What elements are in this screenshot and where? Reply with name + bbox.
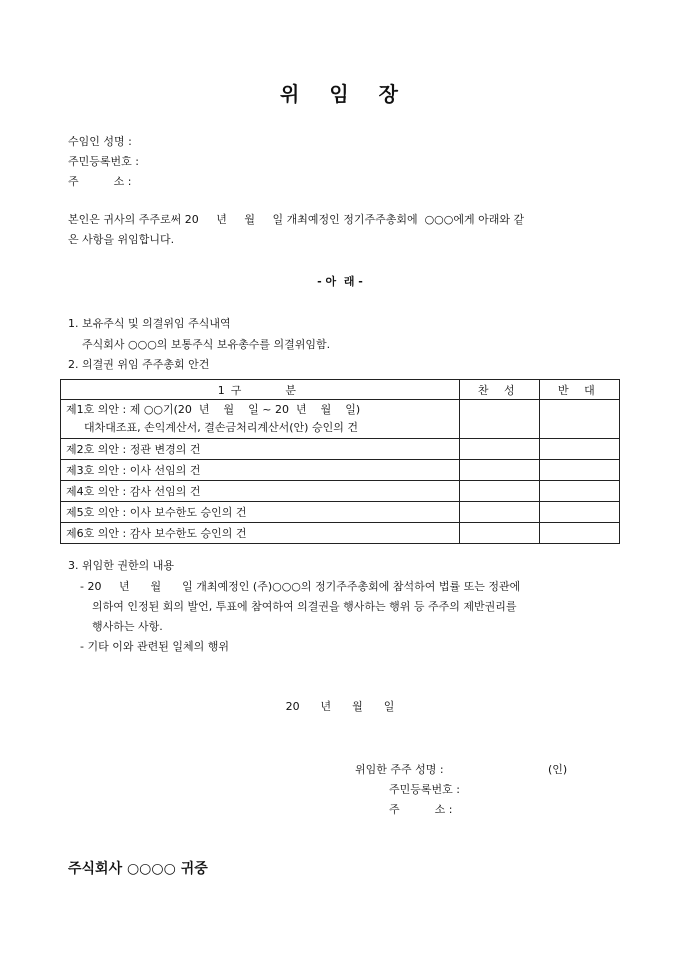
recipient-name-label: 수임인 성명 : (68, 135, 132, 148)
agenda-1-line1: 제1호 의안 : 제 ○○기(20 년 월 일 ~ 20 년 월 일) (66, 403, 361, 416)
document-title (0, 78, 680, 107)
table-row (61, 439, 620, 460)
intro-line-2: 은 사항을 위임합니다. (68, 233, 175, 246)
approve-cell[interactable] (459, 400, 539, 439)
section3-item1-line3: 행사하는 사항. (92, 620, 163, 633)
table-row (61, 502, 620, 523)
agenda-3: 제3호 의안 : 이사 선임의 건 (61, 460, 460, 481)
reject-cell[interactable] (539, 460, 619, 481)
section1-title: 1. 보유주식 및 의결위임 주식내역 (68, 317, 231, 330)
agenda-4: 제4호 의안 : 감사 선임의 건 (61, 481, 460, 502)
grantor-reg-label: 주민등록번호 : (389, 783, 460, 796)
reject-cell[interactable] (539, 439, 619, 460)
reject-cell[interactable] (539, 481, 619, 502)
agenda-1 (61, 400, 460, 439)
agenda-1-line2: 대차대조표, 손익계산서, 결손금처리계산서(안) 승인의 건 (84, 421, 358, 434)
approve-cell[interactable] (459, 439, 539, 460)
section3-title: 3. 위임한 권한의 내용 (68, 559, 174, 572)
below-heading: - 아 래 - (317, 275, 363, 288)
reject-cell[interactable] (539, 502, 619, 523)
grantor-name-label: 위임한 주주 성명 : (355, 763, 444, 776)
section2-title: 2. 의결권 위임 주주총회 안건 (68, 358, 210, 371)
agenda-6: 제6호 의안 : 감사 보수한도 승인의 건 (61, 523, 460, 544)
reject-cell[interactable] (539, 523, 619, 544)
agenda-2: 제2호 의안 : 정관 변경의 건 (61, 439, 460, 460)
table-row (61, 481, 620, 502)
header-reject: 반 대 (539, 380, 619, 400)
recipient-addr-label: 주 소 : (68, 175, 132, 188)
reject-cell[interactable] (539, 400, 619, 439)
section3-item1-line2: 의하여 인정된 회의 발언, 투표에 참여하여 의결권을 행사하는 행위 등 주주의 제반권리를 (92, 600, 517, 613)
agenda-table (60, 379, 620, 544)
approve-cell[interactable] (459, 460, 539, 481)
title-char-3: 장 (378, 82, 400, 106)
table-header-row (61, 380, 620, 400)
date-line: 20 년 월 일 (285, 700, 395, 713)
seal-mark: (인) (548, 763, 568, 776)
agenda-5: 제5호 의안 : 이사 보수한도 승인의 건 (61, 502, 460, 523)
title-char-1: 위 (280, 82, 302, 106)
table-row (61, 460, 620, 481)
table-row (61, 523, 620, 544)
header-category: 1구 분 (61, 380, 460, 400)
recipient-reg-label: 주민등록번호 : (68, 155, 139, 168)
approve-cell[interactable] (459, 523, 539, 544)
section3-item1-line1: - 20 년 월 일 개최예정인 (주)○○○의 정기주주총회에 참석하여 법률 또는 정관에 (80, 580, 521, 593)
approve-cell[interactable] (459, 481, 539, 502)
section3-item2: - 기타 이와 관련된 일체의 행위 (80, 640, 229, 653)
grantor-addr-label: 주 소 : (389, 803, 453, 816)
intro-line-1: 본인은 귀사의 주주로써 20 년 월 일 개최예정인 정기주주총회에 ○○○에게 아래와 같 (68, 213, 525, 226)
title-char-2: 임 (329, 82, 351, 106)
section1-body: 주식회사 ○○○의 보통주식 보유총수를 의결위임함. (82, 338, 331, 351)
addressee: 주식회사 ○○○○ 귀중 (68, 861, 208, 877)
approve-cell[interactable] (459, 502, 539, 523)
table-row (61, 400, 620, 439)
header-approve: 찬 성 (459, 380, 539, 400)
